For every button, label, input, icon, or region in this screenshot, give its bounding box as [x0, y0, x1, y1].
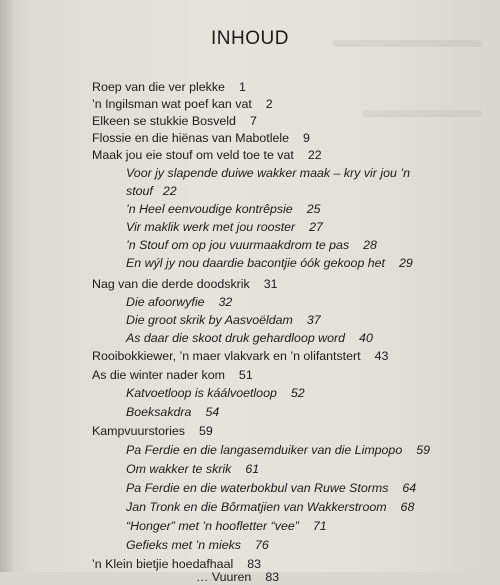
- toc-subentry: Voor jy slapende duiwe wakker maak – kry vir jou ’n: [126, 166, 410, 180]
- toc-entry: Maak jou eie stouf om veld toe te vat 22: [92, 148, 322, 162]
- toc-subentry: Jan Tronk en die Bôrmatjien van Wakkerstroom 68: [126, 500, 415, 514]
- toc-entry: Kampvuurstories 59: [92, 424, 213, 438]
- toc-subentry: Katvoetloop is káálvoetloop 52: [126, 386, 305, 400]
- page-spine-shadow: [0, 0, 14, 572]
- toc-subentry: Die afoorwyfie 32: [126, 295, 233, 309]
- toc-entry: Nag van die derde doodskrik 31: [92, 277, 278, 291]
- toc-subentry: Boeksakdra 54: [126, 405, 220, 419]
- toc-entry-cut-off: … Vuuren 83: [196, 570, 280, 584]
- page-title: INHOUD: [211, 28, 289, 49]
- toc-subentry: “Honger” met ’n hoofletter “vee” 71: [126, 519, 327, 533]
- toc-entry: Elkeen se stukkie Bosveld 7: [92, 114, 257, 128]
- toc-subentry: As daar die skoot druk gehardloop word 40: [126, 331, 373, 345]
- toc-entry: Rooibokkiewer, ’n maer vlakvark en ’n olifantstert 43: [92, 349, 389, 363]
- toc-subentry: ’n Stouf om op jou vuurmaakdrom te pas 28: [126, 238, 377, 252]
- toc-subentry: ’n Heel eenvoudige kontrêpsie 25: [126, 202, 321, 216]
- toc-subentry: Gefieks met ’n mieks 76: [126, 538, 269, 552]
- toc-entry: Roep van die ver plekke 1: [92, 80, 246, 94]
- toc-subentry: stouf 22: [126, 184, 177, 198]
- toc-subentry: Om wakker te skrik 61: [126, 462, 260, 476]
- toc-entry: ’n Klein bietjie hoedafhaal 83: [92, 557, 262, 571]
- toc-subentry: En wýl jy nou daardie bacontjie óók gekoop het 29: [126, 256, 413, 270]
- bleed-through-text: [362, 110, 482, 117]
- toc-entry: As die winter nader kom 51: [92, 368, 253, 382]
- toc-entry: Flossie en die hiënas van Mabotlele 9: [92, 131, 310, 145]
- toc-entry: ’n Ingilsman wat poef kan vat 2: [92, 97, 273, 111]
- toc-subentry: Pa Ferdie en die langasemduiker van die Limpopo 59: [126, 443, 431, 457]
- toc-subentry: Pa Ferdie en die waterbokbul van Ruwe Storms 64: [126, 481, 417, 495]
- toc-subentry: Vir maklik werk met jou rooster 27: [126, 220, 323, 234]
- toc-subentry: Die groot skrik by Aasvoëldam 37: [126, 313, 321, 327]
